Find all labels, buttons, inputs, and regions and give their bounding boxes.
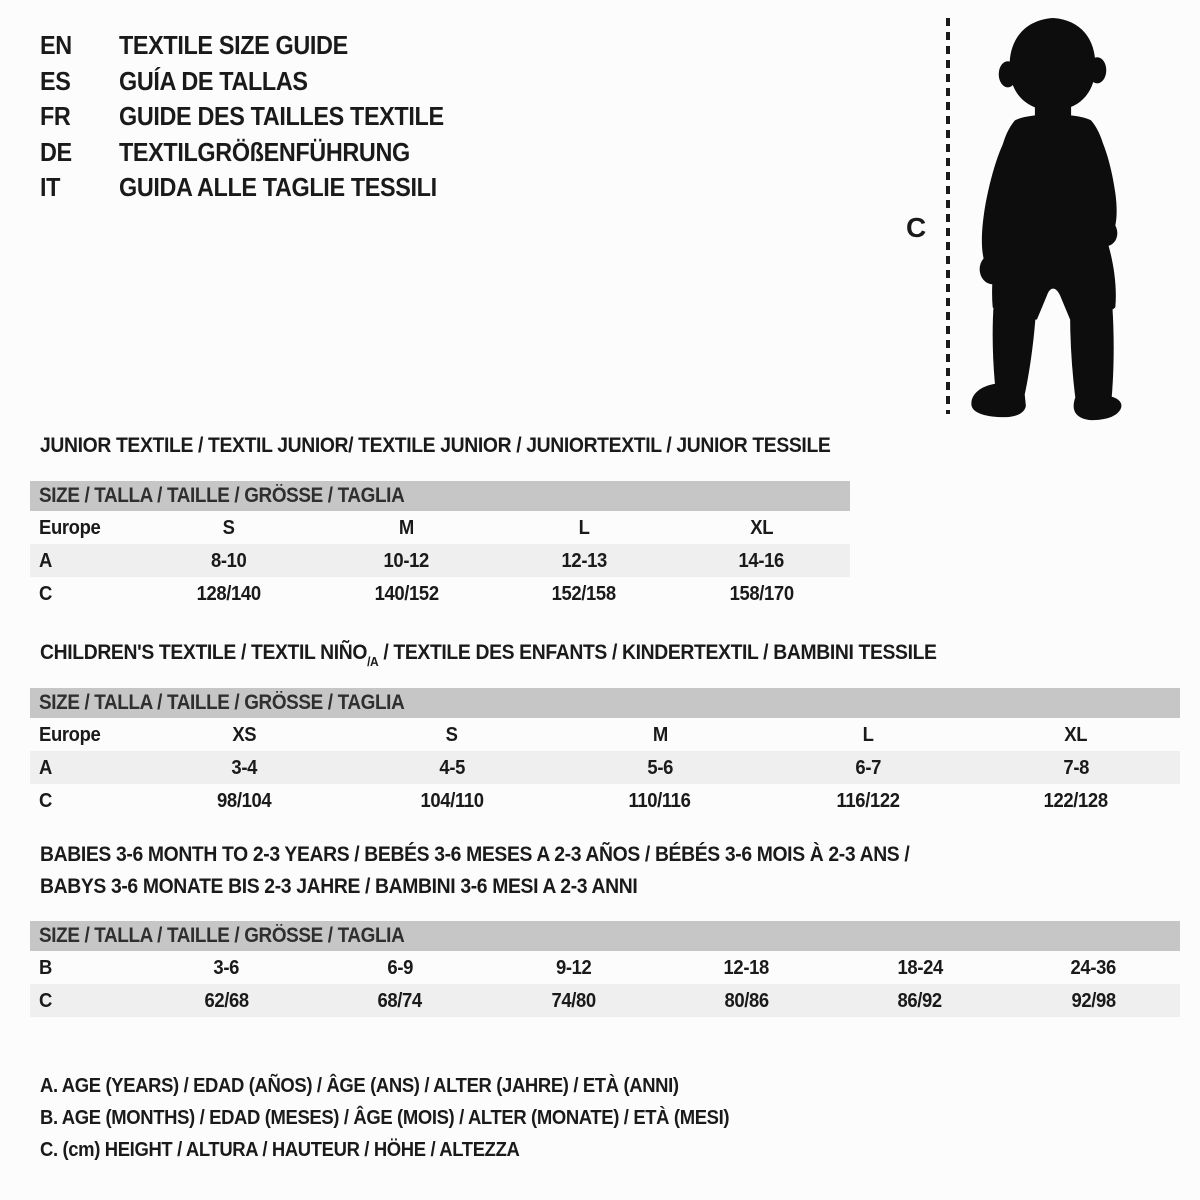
language-code: EN — [40, 30, 72, 61]
legend-line-b: B. AGE (MONTHS) / EDAD (MESES) / ÂGE (MOIS) / ALTER (MONATE) / ETÀ (MESI) — [40, 1106, 730, 1129]
size-cell: 6-7 — [855, 755, 881, 779]
measure-legend — [40, 1070, 806, 1166]
row-label: C — [39, 788, 52, 812]
guide-title-es: GUÍA DE TALLAS — [119, 65, 308, 96]
babies-size-talla-header: SIZE / TALLA / TAILLE / GRÖSSE / TAGLIA — [30, 921, 1180, 951]
lang-row-es — [40, 64, 480, 100]
size-cell: 74/80 — [551, 988, 596, 1012]
size-cell: 110/116 — [628, 788, 692, 812]
language-code: DE — [40, 136, 72, 167]
guide-title-it: GUIDA ALLE TAGLIE TESSILI — [119, 172, 437, 203]
size-cell: 62/68 — [204, 988, 249, 1012]
height-measure-dashed-line — [946, 18, 950, 414]
row-label: A — [39, 548, 52, 572]
babies-row-b — [30, 951, 1180, 984]
size-cell: 5-6 — [647, 755, 673, 779]
size-cell: 86/92 — [897, 988, 943, 1012]
size-cell: 140/152 — [374, 581, 439, 605]
size-cell: XL — [1064, 722, 1088, 746]
size-cell: 152/158 — [551, 581, 616, 605]
size-cell: 68/74 — [377, 988, 423, 1012]
size-cell: 80/86 — [724, 988, 769, 1012]
size-cell: 3-4 — [231, 755, 257, 779]
lang-row-de — [40, 135, 480, 171]
size-cell: M — [652, 722, 668, 746]
children-row-c — [30, 784, 1180, 817]
language-title-list — [40, 28, 480, 206]
size-cell: S — [446, 722, 458, 746]
toddler-silhouette-icon — [962, 16, 1144, 422]
row-label: Europe — [39, 515, 101, 539]
row-label: B — [39, 955, 52, 979]
size-cell: 18-24 — [897, 955, 943, 979]
language-code: FR — [40, 101, 71, 132]
size-cell: 98/104 — [216, 788, 272, 812]
size-cell: 14-16 — [738, 548, 784, 572]
junior-row-a — [30, 544, 850, 577]
language-code: IT — [40, 172, 61, 203]
lang-row-fr — [40, 99, 480, 135]
children-table-title: CHILDREN'S TEXTILE / TEXTIL $NIÑO_{/A}$ / TEXTILE DES ENFANTS / KINDERTEXTIL / BAMBINI TESSILE — [40, 640, 937, 670]
lang-row-it — [40, 170, 480, 206]
row-label: C — [39, 988, 52, 1012]
junior-size-table — [30, 481, 850, 610]
guide-title-en: TEXTILE SIZE GUIDE — [119, 30, 348, 61]
size-cell: 24-36 — [1070, 955, 1117, 979]
junior-row-c — [30, 577, 850, 610]
size-cell: S — [222, 515, 235, 539]
legend-line-a: A. AGE (YEARS) / EDAD (AÑOS) / ÂGE (ANS) / ALTER (JAHRE) / ETÀ (ANNI) — [40, 1074, 679, 1097]
row-label: C — [39, 581, 52, 605]
size-cell: 116/122 — [836, 788, 900, 812]
children-row-europe — [30, 718, 1180, 751]
size-cell: 158/170 — [729, 581, 794, 605]
height-measure-label: C — [906, 212, 927, 243]
babies-size-table — [30, 921, 1180, 1017]
legend-line-c: C. (cm) HEIGHT / ALTURA / HAUTEUR / HÖHE / ALTEZZA — [40, 1138, 520, 1161]
size-cell: XL — [749, 515, 773, 539]
children-size-talla-header: SIZE / TALLA / TAILLE / GRÖSSE / TAGLIA — [30, 688, 1180, 718]
size-cell: 104/110 — [420, 788, 484, 812]
size-cell: 8-10 — [211, 548, 247, 572]
junior-row-europe — [30, 511, 850, 544]
size-cell: 122/128 — [1043, 788, 1109, 812]
size-cell: XS — [232, 722, 256, 746]
junior-table-title: JUNIOR TEXTILE / TEXTIL JUNIOR/ TEXTILE JUNIOR / JUNIORTEXTIL / JUNIOR TESSILE — [40, 433, 831, 457]
guide-title-de: TEXTILGRÖßENFÜHRUNG — [119, 136, 410, 167]
size-cell: L — [578, 515, 590, 539]
children-row-a — [30, 751, 1180, 784]
size-cell: 7-8 — [1063, 755, 1089, 779]
babies-table-title-line1: BABIES 3-6 MONTH TO 2-3 YEARS / BEBÉS 3-6 MESES A 2-3 AÑOS / BÉBÉS 3-6 MOIS À 2-3 ANS / — [40, 842, 910, 866]
size-cell: 9-12 — [555, 955, 592, 979]
row-label: Europe — [39, 722, 101, 746]
size-cell: M — [398, 515, 414, 539]
children-size-table — [30, 688, 1180, 817]
size-cell: 12-13 — [561, 548, 607, 572]
row-label: A — [39, 755, 52, 779]
size-cell: 12-18 — [723, 955, 770, 979]
junior-size-talla-header: SIZE / TALLA / TAILLE / GRÖSSE / TAGLIA — [30, 481, 850, 511]
babies-row-c — [30, 984, 1180, 1017]
size-cell: 10-12 — [383, 548, 429, 572]
lang-row-en — [40, 28, 480, 64]
size-cell: 128/140 — [196, 581, 261, 605]
size-cell: L — [862, 722, 874, 746]
babies-table-title-line2: BABYS 3-6 MONATE BIS 2-3 JAHRE / BAMBINI 3-6 MESI A 2-3 ANNI — [40, 874, 638, 898]
size-cell: 4-5 — [439, 755, 465, 779]
size-cell: 3-6 — [213, 955, 240, 979]
size-cell: 92/98 — [1071, 988, 1116, 1012]
language-code: ES — [40, 65, 71, 96]
guide-title-fr: GUIDE DES TAILLES TEXTILE — [119, 101, 444, 132]
size-cell: 6-9 — [387, 955, 413, 979]
